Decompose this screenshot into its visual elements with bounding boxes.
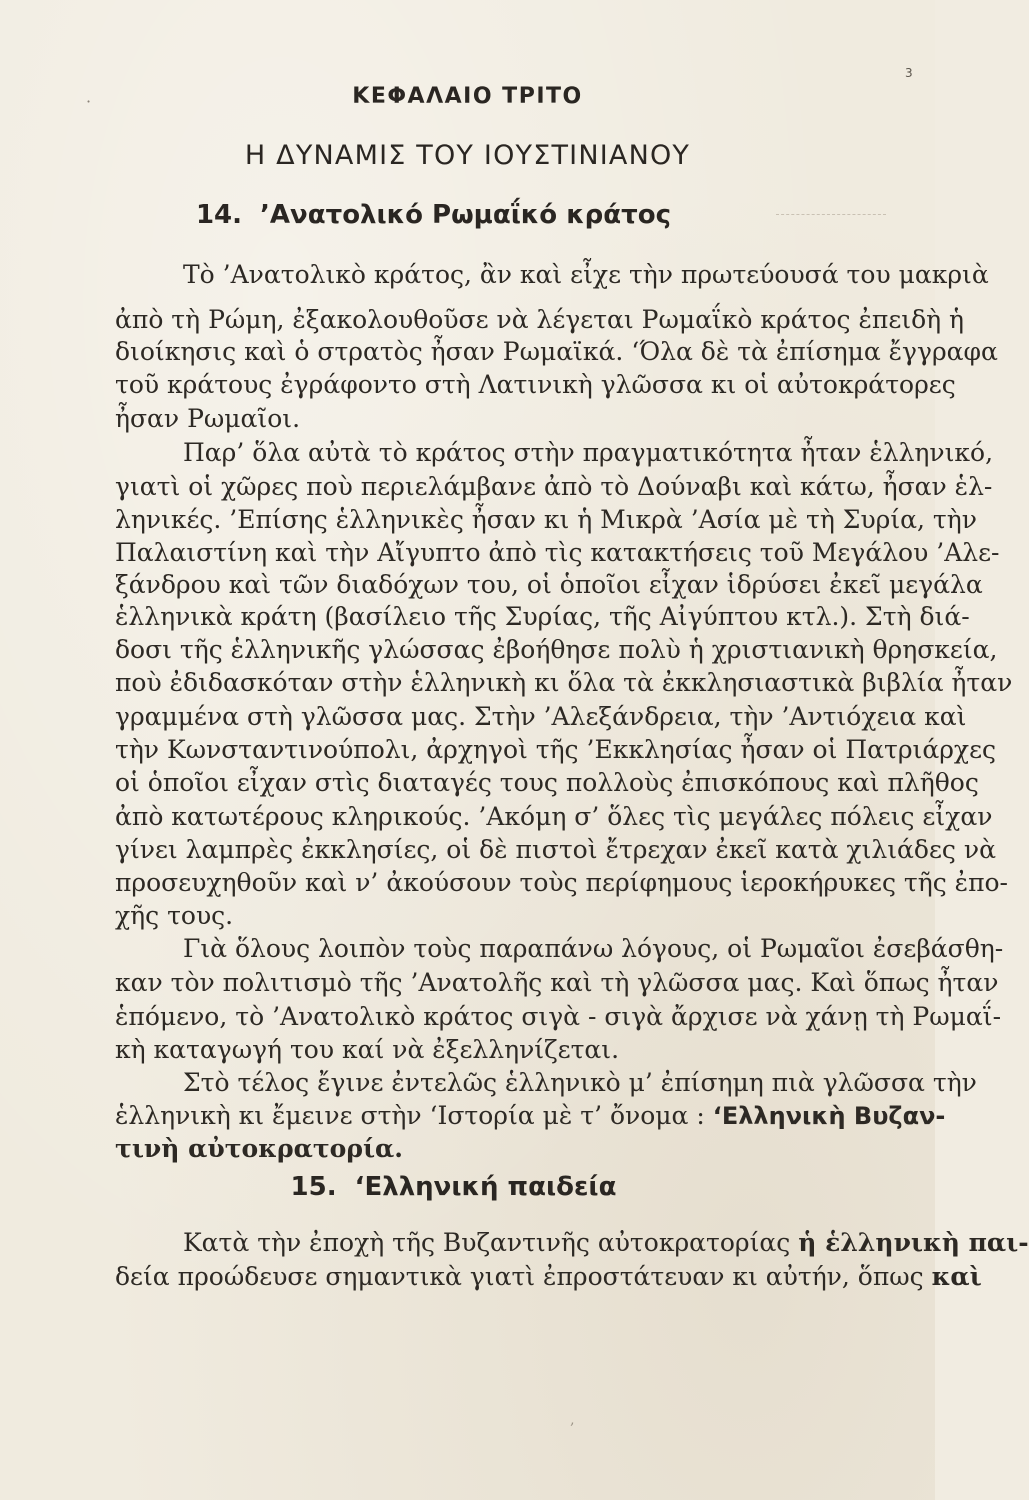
- text-line: τὴν Κωνσταντινούπολι, ἀρχηγοὶ τῆς ’Εκκλησίας ἦσαν οἱ Πατριάρχες: [115, 735, 997, 764]
- text-line: ληνικές. ’Επίσης ἑλληνικὲς ἦσαν κι ἡ Μικρὰ ’Ασία μὲ τὴ Συρία, τὴν: [115, 505, 977, 534]
- text-line: ἦσαν Ρωμαῖοι.: [115, 404, 301, 433]
- ink-mark: ‚: [570, 1412, 575, 1428]
- text-line: ἑλληνικὰ κράτη (βασίλειο τῆς Συρίας, τῆς Αἰγύπτου κτλ.). Στὴ διά-: [115, 602, 970, 631]
- text-line: διοίκησις καὶ ὁ στρατὸς ἦσαν Ρωμαϊκά. ‘Όλα δὲ τὰ ἐπίσημα ἔγγραφα: [115, 337, 998, 366]
- section-heading-14: [0, 200, 901, 230]
- chapter-label: ΚΕΦΑΛΑΙΟ ΤΡΙΤΟ: [352, 84, 583, 109]
- text-line: ποὺ ἐδιδασκόταν στὴν ἑλληνικὴ κι ὅλα τὰ ἐκκλησιαστικὰ βιβλία ἦταν: [115, 668, 1013, 697]
- emphasis-text: καὶ: [931, 1262, 982, 1291]
- emphasis-text: ἡ ἑλληνικὴ παι-: [798, 1228, 1029, 1257]
- text-line: ἑπόμενο, τὸ ’Ανατολικὸ κράτος σιγὰ - σιγὰ ἄρχισε νὰ χάνῃ τὴ Ρωμαΐ-: [115, 1002, 1002, 1031]
- section-title: ’Ανατολικό Ρωμαΐκό κράτος: [260, 200, 672, 230]
- text-line: χῆς τους.: [115, 901, 234, 930]
- text-line: προσευχηθοῦν καὶ ν’ ἀκούσουν τοὺς περίφημους ἱεροκήρυκες τῆς ἐπο-: [115, 868, 1008, 897]
- page-number: 3: [905, 66, 913, 80]
- text-line: ἀπὸ κατωτέρους κληρικούς. ’Ακόμη σ’ ὅλες τὶς μεγάλες πόλεις εἶχαν: [115, 802, 993, 831]
- text-line: Τὸ ’Ανατολικὸ κράτος, ἂν καὶ εἶχε τὴν πρωτεύουσά του μακριὰ: [183, 260, 989, 289]
- text-line: γιατὶ οἱ χῶρες ποὺ περιελάμβανε ἀπὸ τὸ Δούναβι καὶ κάτω, ἦσαν ἑλ-: [115, 472, 993, 501]
- text-line: Στὸ τέλος ἔγινε ἐντελῶς ἑλληνικὸ μ’ ἐπίσημη πιὰ γλῶσσα τὴν: [183, 1068, 977, 1097]
- text-line: Παρ’ ὅλα αὐτὰ τὸ κράτος στὴν πραγματικότητα ἦταν ἑλληνικό,: [183, 438, 994, 467]
- text-line: κὴ καταγωγή του καί νὰ ἐξελληνίζεται.: [115, 1035, 620, 1064]
- text-line: [115, 1099, 946, 1133]
- text-line: [183, 1226, 1029, 1260]
- emphasis-text: τινὴ αὐτοκρατορία.: [115, 1134, 403, 1163]
- text-line: καν τὸν πολιτισμὸ τῆς ’Ανατολῆς καὶ τὴ γλῶσσα μας. Καὶ ὅπως ἦταν: [115, 968, 999, 997]
- text-line: γραμμένα στὴ γλῶσσα μας. Στὴν ’Αλεξάνδρεια, τὴν ’Αντιόχεια καὶ: [115, 702, 967, 731]
- text-run: δεία προώδευσε σημαντικὰ γιατὶ ἐπροστάτευαν κι αὐτήν, ὅπως: [115, 1262, 924, 1291]
- text-line: τοῦ κράτους ἐγράφοντο στὴ Λατινικὴ γλῶσσα κι οἱ αὐτοκράτορες: [115, 370, 956, 399]
- emphasis-text: ‘Ελληνικὴ Βυζαν-: [712, 1102, 946, 1130]
- text-line: Παλαιστίνη καὶ τὴν Αἴγυπτο ἀπὸ τὶς κατακτήσεις τοῦ Μεγάλου ’Αλε-: [115, 538, 1000, 567]
- section-number: 15.: [290, 1172, 337, 1202]
- section-number: 14.: [195, 200, 243, 230]
- text-run: Κατὰ τὴν ἐποχὴ τῆς Βυζαντινῆς αὐτοκρατορίας: [183, 1228, 791, 1257]
- margin-mark: ·: [86, 92, 92, 111]
- text-run: ἑλληνικὴ κι ἔμεινε στὴν ‘Ιστορία μὲ τ’ ὄνομα :: [115, 1101, 705, 1130]
- text-line: ἀπὸ τὴ Ρώμη, ἐξακολουθοῦσε νὰ λέγεται Ρωμαΐκὸ κράτος ἐπειδὴ ἡ: [115, 305, 965, 334]
- text-line: γίνει λαμπρὲς ἐκκλησίες, οἱ δὲ πιστοὶ ἔτρεχαν ἐκεῖ κατὰ χιλιάδες νὰ: [115, 835, 996, 864]
- text-line: οἱ ὁποῖοι εἶχαν στὶς διαταγές τους πολλοὺς ἐπισκόπους καὶ πλῆθος: [115, 768, 979, 797]
- text-line: Γιὰ ὅλους λοιπὸν τοὺς παραπάνω λόγους, οἱ Ρωμαῖοι ἐσεβάσθη-: [183, 934, 1004, 963]
- section-heading-15: [0, 1172, 921, 1202]
- decorative-rule: [776, 214, 886, 215]
- text-line: ξάνδρου καὶ τῶν διαδόχων του, οἱ ὁποῖοι εἶχαν ἱδρύσει ἐκεῖ μεγάλα: [115, 570, 983, 599]
- text-line: [115, 1132, 935, 1166]
- section-title: ‘Ελληνική παιδεία: [354, 1172, 617, 1202]
- chapter-title: Η ΔΥΝΑΜΙΣ ΤΟΥ ΙΟΥΣΤΙΝΙΑΝΟΥ: [244, 140, 691, 171]
- text-line: [115, 1260, 982, 1294]
- text-line: δοσι τῆς ἑλληνικῆς γλώσσας ἐβοήθησε πολὺ ἡ χριστιανικὴ θρησκεία,: [115, 635, 998, 664]
